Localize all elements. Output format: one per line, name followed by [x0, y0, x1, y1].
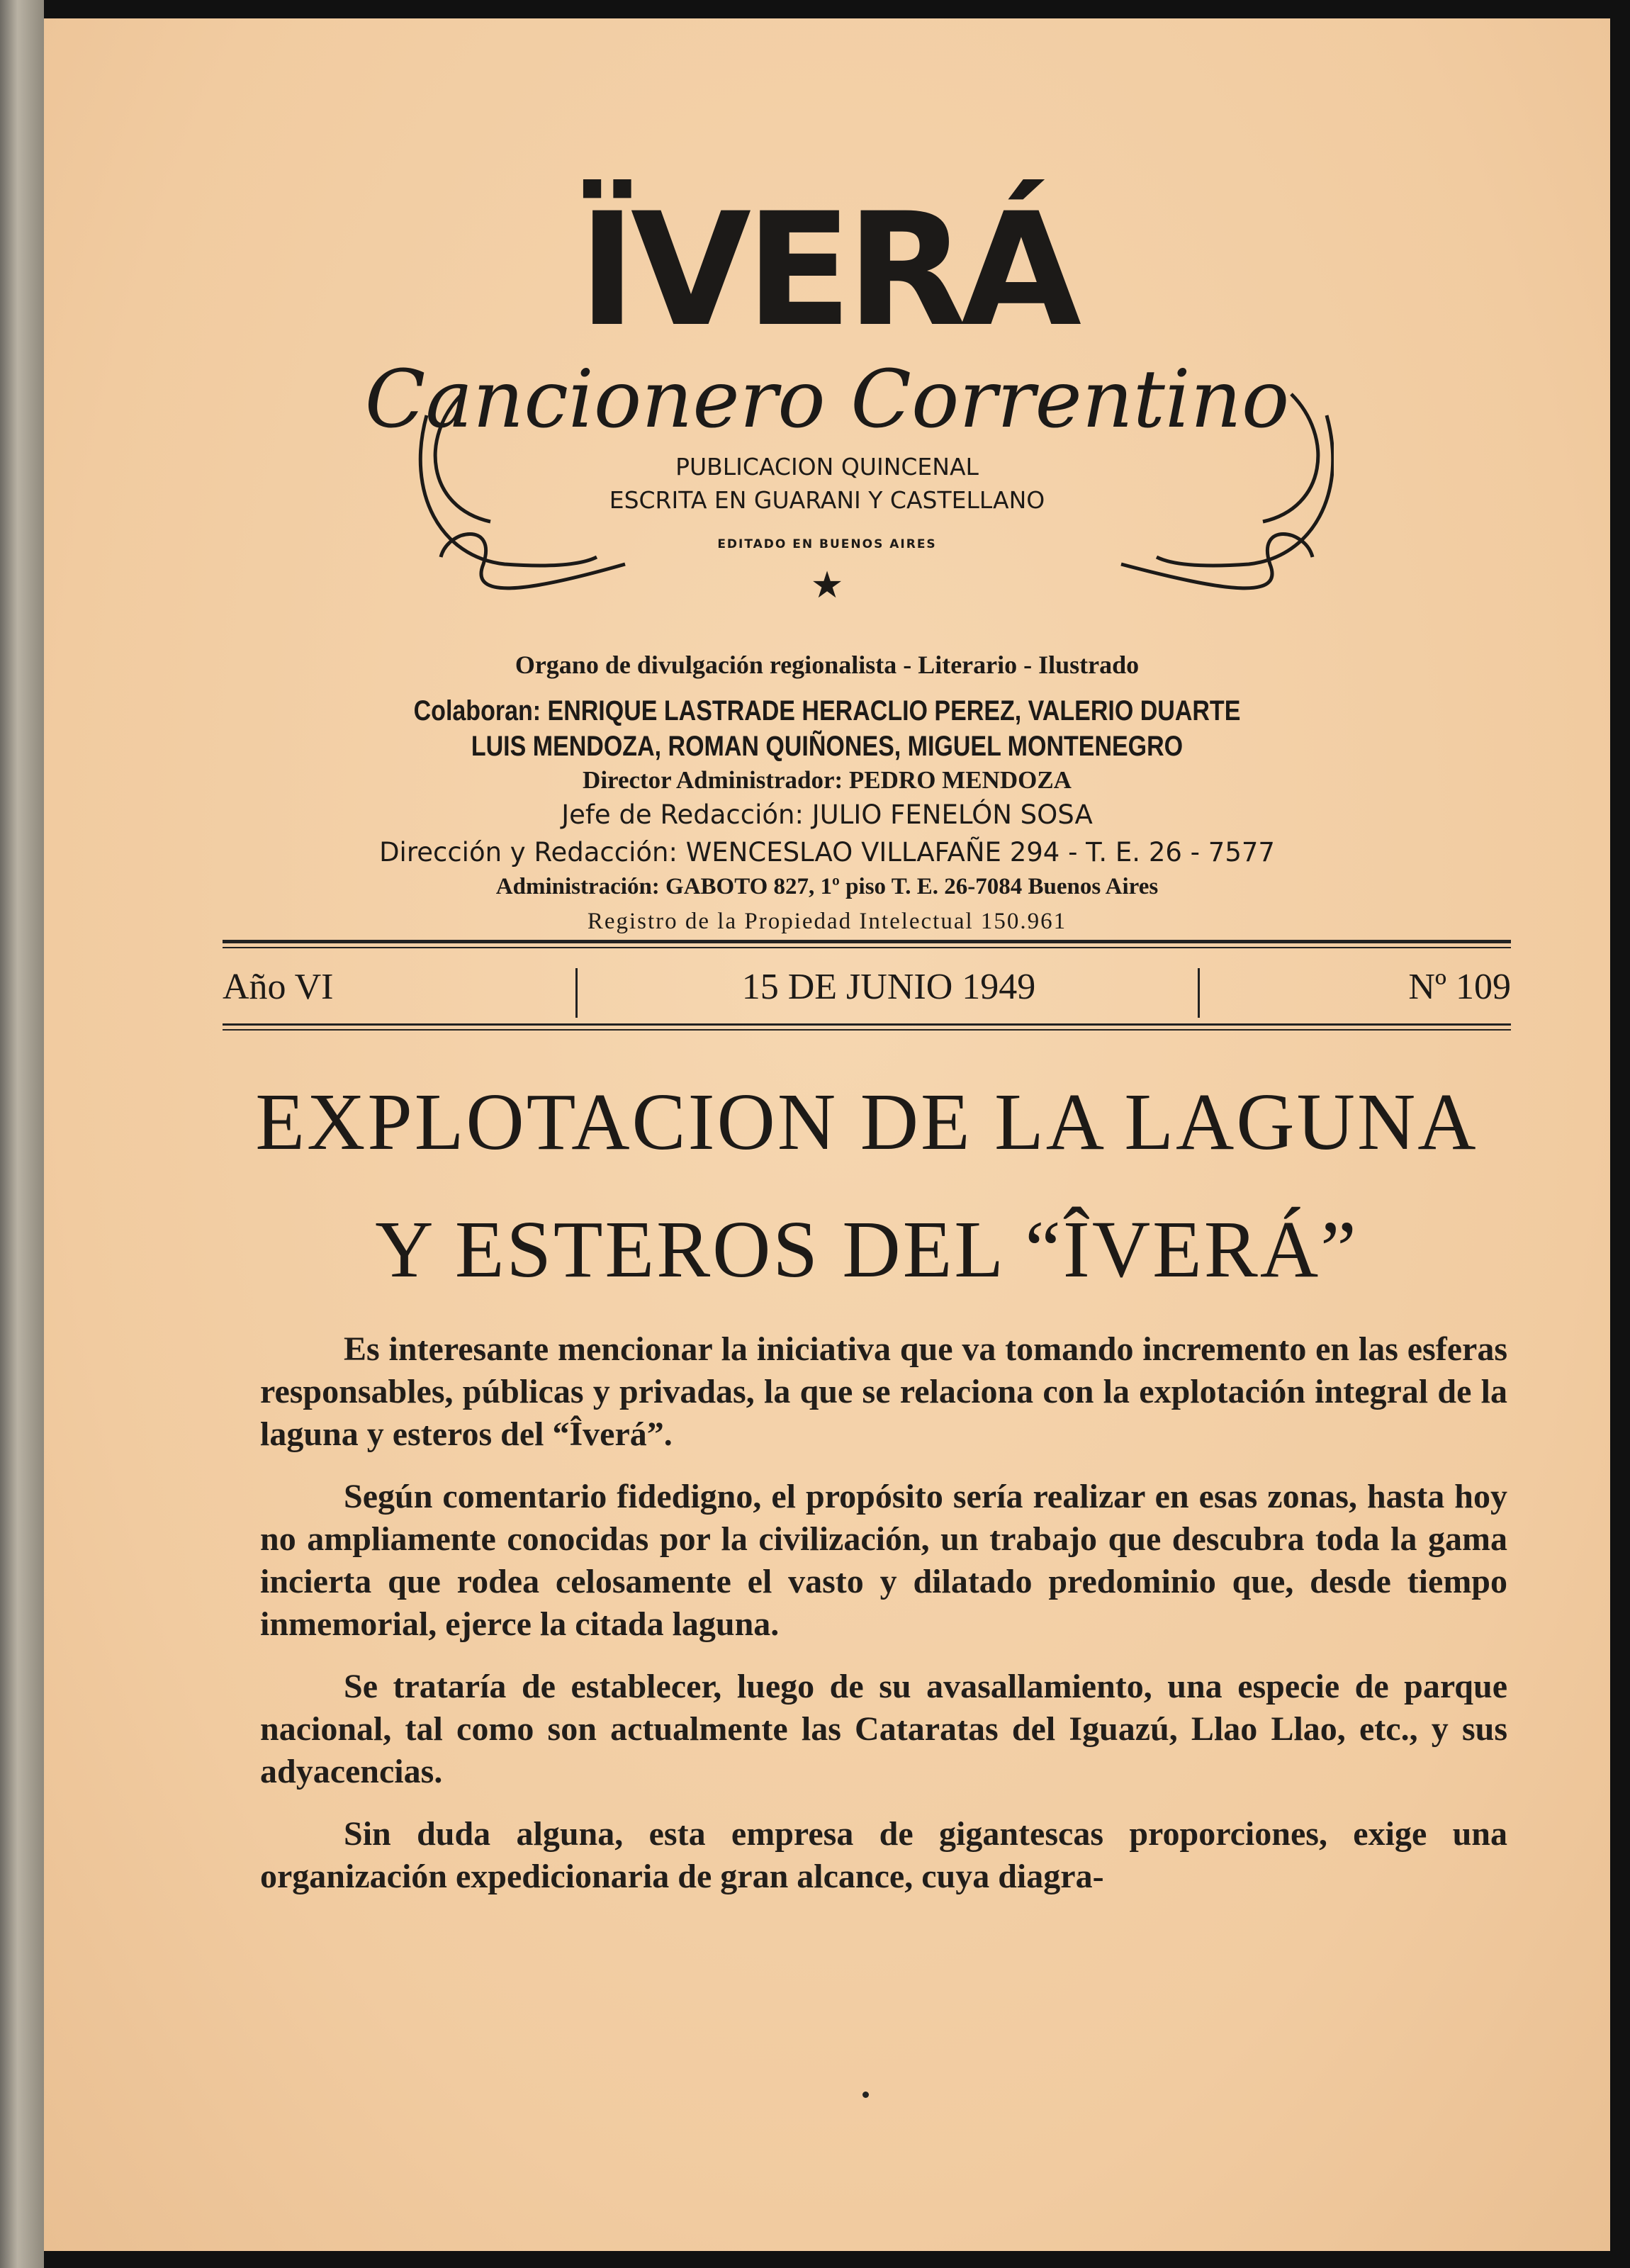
edited-location: EDITADO EN BUENOS AIRES [717, 537, 937, 551]
collaborators-line-2: LUIS MENDOZA, ROMAN QUIÑONES, MIGUEL MONTENEGRO [471, 731, 1184, 762]
issue-number: Nº 109 [1408, 967, 1511, 1007]
article-title-line-1: EXPLOTACION DE LA LAGUNA [255, 1077, 1478, 1167]
issue-separator [575, 968, 578, 1018]
address-line: Dirección y Redacción: WENCESLAO VILLAFAÑE 294 - T. E. 26 - 7577 [379, 837, 1275, 868]
divider-bottom [223, 1023, 1511, 1026]
issue-bar [223, 967, 1511, 1016]
issue-year: Año VI [223, 967, 334, 1007]
magazine-page [44, 18, 1610, 2251]
director-line: Director Administrador: PEDRO MENDOZA [583, 766, 1072, 794]
collaborators-line-1: Colaboran: ENRIQUE LASTRADE HERACLIO PEREZ, VALERIO DUARTE [413, 695, 1241, 726]
subtitle-script: Cancionero Correntino [364, 354, 1290, 446]
divider-top-thin [223, 947, 1511, 948]
star-icon: ★ [810, 566, 844, 606]
paragraph: Se trataría de establecer, luego de su avasallamiento, una especie de parque nacional, tal como son actualmente las Cataratas del Iguazú, Llao Llao, etc., y sus adyacencias. [260, 1668, 1507, 1790]
divider-top [223, 940, 1511, 943]
issue-date: 15 DE JUNIO 1949 [741, 967, 1036, 1007]
organ-line: Organo de divulgación regionalista - Literario - Ilustrado [515, 651, 1140, 679]
paragraph: Es interesante mencionar la iniciativa que va tomando incremento en las esferas responsables, públicas y privadas, la que se relaciona con la explotación integral de la laguna y esteros del “Îverá”. [260, 1330, 1507, 1453]
page-edge [0, 0, 44, 2268]
ink-dot [862, 2092, 869, 2098]
registry-line: Registro de la Propiedad Intelectual 150.961 [587, 909, 1067, 934]
paragraph: Según comentario fidedigno, el propósito sería realizar en esas zonas, hasta hoy no ampliamente conocidas por la civilización, un trabajo que descubra toda la gama incierta que rodea celosamente el vasto y dilatado predominio que, desde tiempo inmemorial, ejerce la citada laguna. [260, 1478, 1507, 1643]
editor-line: Jefe de Redacción: JULIO FENELÓN SOSA [561, 799, 1093, 830]
paragraph: Sin duda alguna, esta empresa de gigantescas proporciones, exige una organización expedicionaria de gran alcance, cuya diagra- [260, 1815, 1507, 1895]
publication-frequency: PUBLICACION QUINCENAL [675, 453, 979, 481]
article-body [260, 1328, 1507, 1918]
publication-languages: ESCRITA EN GUARANI Y CASTELLANO [609, 486, 1045, 514]
article-title-line-2: Y ESTEROS DEL “ÎVERÁ” [375, 1204, 1359, 1294]
administration-line: Administración: GABOTO 827, 1º piso T. E. 26-7084 Buenos Aires [495, 874, 1159, 899]
logo-title: ÏVERÁ [578, 179, 1077, 361]
divider-bottom-thin [223, 1029, 1511, 1031]
issue-separator [1198, 968, 1200, 1018]
